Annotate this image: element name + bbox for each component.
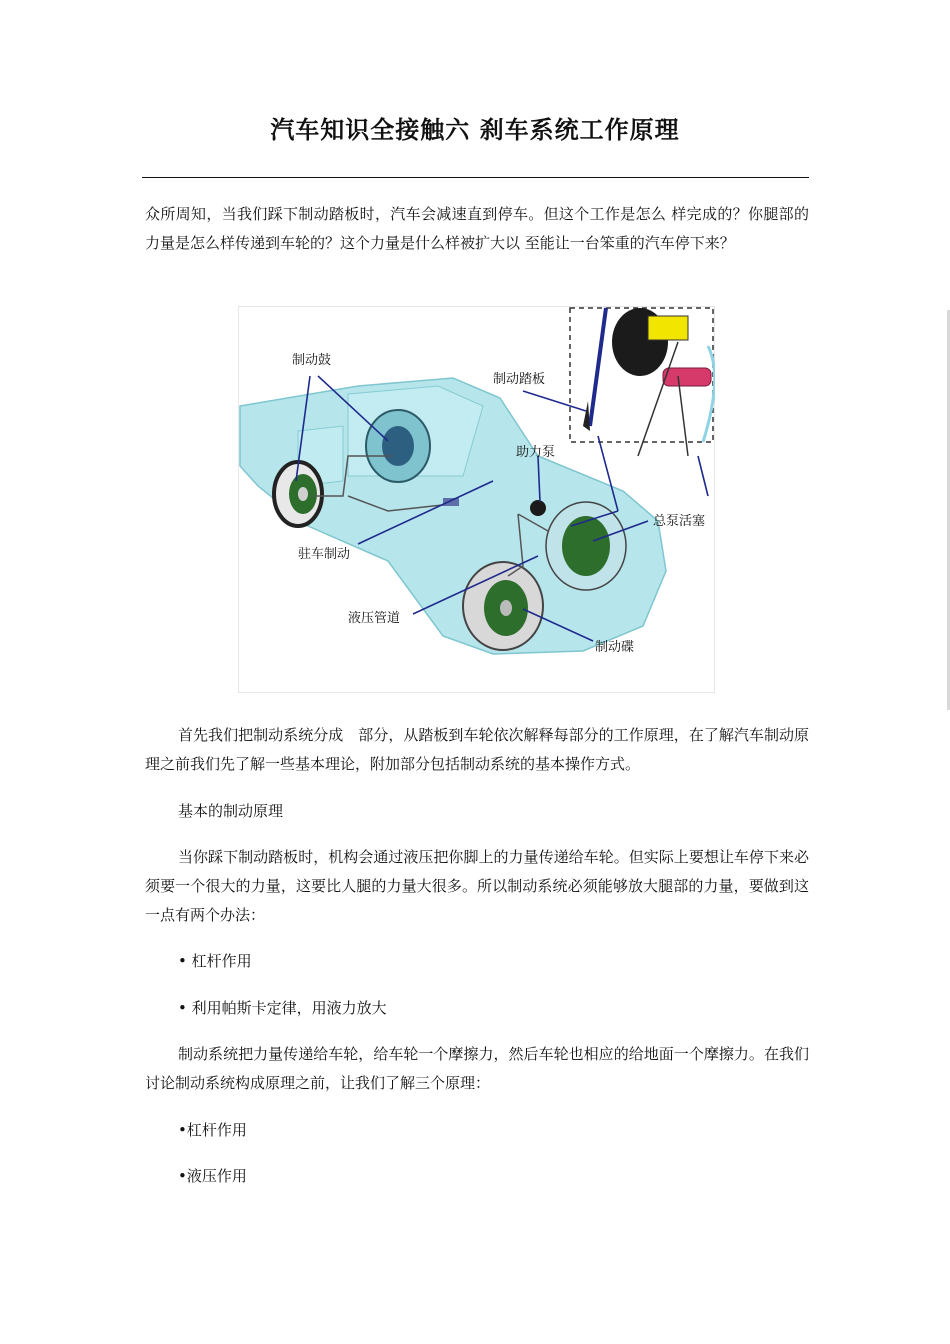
pedal-box-icon [648,316,688,340]
page-title: 汽车知识全接触六 刹车系统工作原理 [270,116,680,144]
rear-drum-icon [366,410,430,482]
booster-unit-icon [530,500,546,516]
label-booster: 助力泵 [516,445,556,460]
front-left-wheel-icon [463,562,543,650]
section-heading-basic-principle: 基本的制动原理 [178,802,284,820]
label-brake-drum: 制动鼓 [292,353,332,368]
label-hydraulic-line: 液压管道 [348,611,401,626]
label-parking-brake: 驻车制动 [298,547,351,562]
front-right-wheel-icon [546,502,626,590]
bullet-lever: • 杠杆作用 [178,952,252,970]
bullet-hydraulics: •液压作用 [178,1167,247,1185]
title-divider [142,177,809,178]
bullet-leverage: •杠杆作用 [178,1121,247,1139]
label-brake-pedal: 制动踏板 [493,372,546,387]
label-master-piston: 总泵活塞 [653,514,706,529]
brake-diagram [238,306,715,693]
bullet-pascal: • 利用帕斯卡定律，用液力放大 [178,999,387,1017]
intro-paragraph: 众所周知，当我们踩下制动踏板时，汽车会减速直到停车。但这个工作是怎么 样完成的？你腿部的力量是怎么样传递到车轮的？这个力量是什么样被扩大以 至能让一台笨重的汽车停下来？ [145,205,809,252]
paragraph-friction: 制动系统把力量传递给车轮，给车轮一个摩擦力，然后车轮也相应的给地面一个摩擦力。在我们讨论制动系统构成原理之前，让我们了解三个原理： [145,1045,809,1092]
brake-system-figure [238,306,715,693]
paragraph-basic-principle: 当你踩下制动踏板时，机构会通过液压把你脚上的力量传递给车轮。但实际上要想让车停下来必须要一个很大的力量，这要比人腿的力量大很多。所以制动系统必须能够放大腿部的力量，要做到这一点有两个办法： [145,848,809,924]
label-brake-disc: 制动碟 [595,640,635,655]
master-cylinder-icon [663,368,711,386]
paragraph-overview: 首先我们把制动系统分成 部分，从踏板到车轮依次解释每部分的工作原理，在了解汽车制动原理之前我们先了解一些基本理论，附加部分包括制动系统的基本操作方式。 [145,726,809,773]
parking-lever-icon [443,498,459,506]
